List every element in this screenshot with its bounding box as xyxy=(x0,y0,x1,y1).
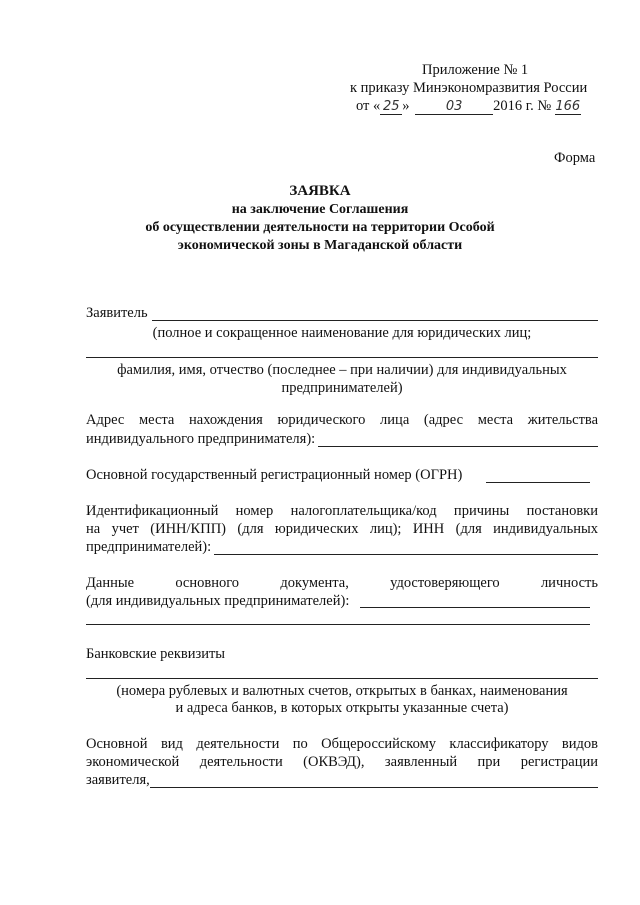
date-month: 03 xyxy=(415,99,493,115)
identity-field-2[interactable] xyxy=(86,624,590,625)
date-day: 25 xyxy=(380,99,402,115)
title-line-1: на заключение Соглашения xyxy=(231,202,409,217)
title-line-2: об осуществлении деятельности на территории Особой xyxy=(145,220,495,235)
inn-line-1: Идентификационный номер налогоплательщика/код причины постановки xyxy=(86,503,598,519)
bank-label: Банковские реквизиты xyxy=(86,646,226,662)
identity-field[interactable] xyxy=(360,607,590,608)
inn-field[interactable] xyxy=(214,554,598,555)
ogrn-field[interactable] xyxy=(486,482,590,483)
date-year: 2016 г. № xyxy=(493,98,552,114)
okved-line-3: заявителя, xyxy=(86,772,150,788)
identity-line-1: Данные основного документа, удостоверяющего личность xyxy=(86,575,598,591)
applicant-field[interactable] xyxy=(152,320,598,321)
applicant-hint-1: (полное и сокращенное наименование для юридических лиц; xyxy=(152,325,532,341)
inn-line-2: на учет (ИНН/КПП) (для юридических лиц); ИНН (для индивидуальных xyxy=(86,521,598,537)
applicant-label: Заявитель xyxy=(86,305,148,321)
okved-field[interactable] xyxy=(150,787,598,788)
order-number: 166 xyxy=(555,99,581,114)
date-mid: » xyxy=(402,98,410,114)
bank-hint-2: и адреса банков, в которых открыты указанные счета) xyxy=(175,700,509,716)
order-reference: к приказу Минэкономразвития России xyxy=(350,80,588,96)
title-line-3: экономической зоны в Магаданской области xyxy=(177,238,463,253)
inn-line-3: предпринимателей): xyxy=(86,539,212,555)
appendix-label: Приложение № 1 xyxy=(422,62,529,78)
document-title: ЗАЯВКА xyxy=(289,183,351,199)
address-field[interactable] xyxy=(318,446,598,447)
date-prefix: от « xyxy=(356,98,381,114)
ogrn-label: Основной государственный регистрационный номер (ОГРН) xyxy=(86,467,463,483)
applicant-hint-2: фамилия, имя, отчество (последнее – при наличии) для индивидуальных xyxy=(117,362,567,378)
bank-hint-1: (номера рублевых и валютных счетов, открытых в банках, наименования xyxy=(116,683,568,699)
okved-line-1: Основной вид деятельности по Общероссийскому классификатору видов xyxy=(86,736,598,752)
order-date-line xyxy=(356,98,581,115)
address-line-1: Адрес места нахождения юридического лица (адрес места жительства xyxy=(86,412,598,428)
address-line-2: индивидуального предпринимателя): xyxy=(86,431,316,447)
form-label: Форма xyxy=(554,150,596,166)
applicant-hint-3: предпринимателей) xyxy=(281,380,403,396)
identity-line-2: (для индивидуальных предпринимателей): xyxy=(86,593,350,609)
okved-line-2: экономической деятельности (ОКВЭД), заявленный при регистрации xyxy=(86,754,598,770)
applicant-field-2[interactable] xyxy=(86,357,598,358)
bank-field[interactable] xyxy=(86,678,598,679)
